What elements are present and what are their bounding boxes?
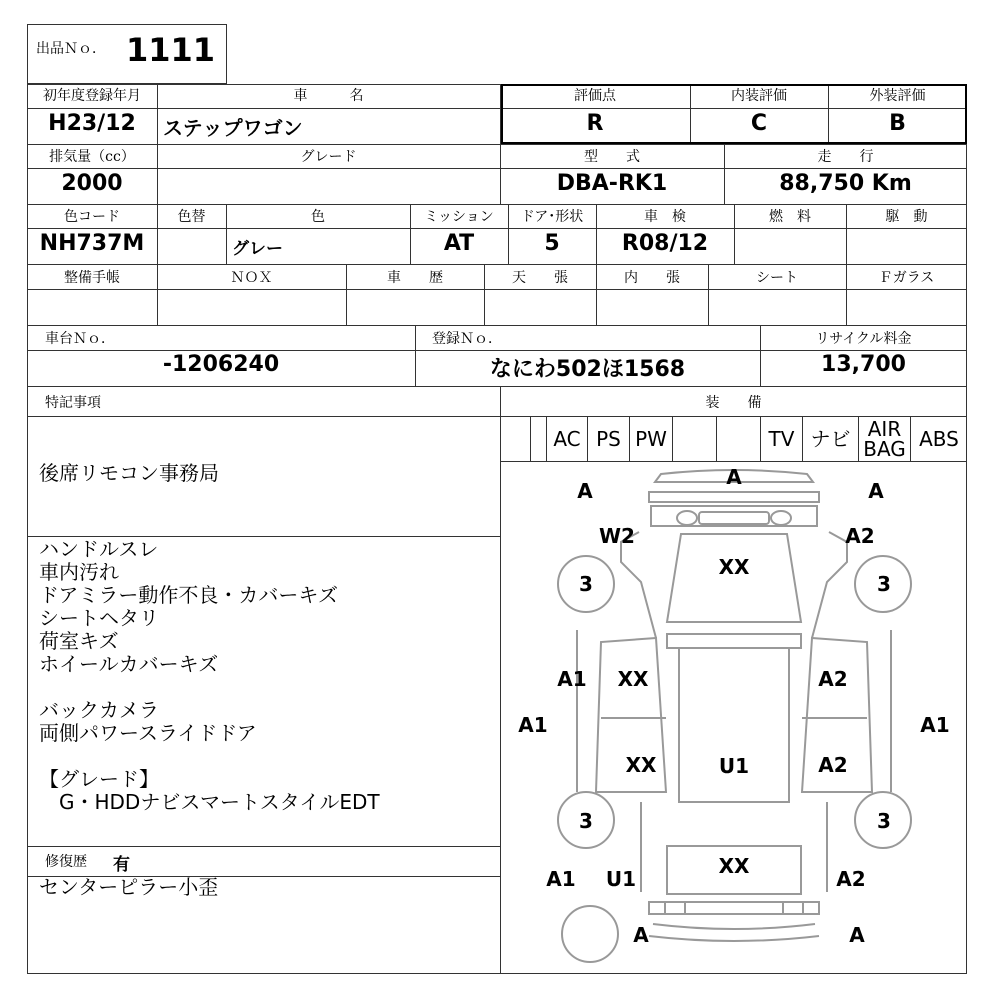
equipment-item: AIR BAG	[858, 417, 910, 461]
damage-mark: A	[726, 465, 742, 489]
notes-line-primary: 後席リモコン事務局	[39, 461, 219, 485]
equipment-item: ナビ	[802, 417, 858, 461]
damage-mark: 3	[579, 809, 593, 833]
damage-mark: XX	[718, 854, 750, 878]
repair-history-note: センターピラー小歪	[39, 875, 219, 899]
recycle-fee-label: リサイクル料金	[815, 331, 912, 347]
damage-mark: XX	[625, 753, 657, 777]
mileage-value: 88,750 Km	[779, 171, 912, 196]
lot-box	[27, 24, 227, 84]
reg-no-value: なにわ502ほ1568	[489, 357, 686, 382]
score-value: R	[586, 111, 604, 136]
recycle-fee-value: 13,700	[821, 352, 906, 377]
damage-mark: A1	[518, 713, 548, 737]
drive-label: 駆 動	[885, 209, 928, 225]
damage-mark: A	[633, 923, 649, 947]
displacement-value: 2000	[61, 171, 123, 196]
damage-mark: 3	[877, 572, 891, 596]
notes-item: G・HDDナビスマートスタイルEDT	[39, 790, 380, 814]
damage-mark: A	[577, 479, 593, 503]
notes-item: ドアミラー動作不良・カバーキズ	[39, 583, 338, 607]
notes-item: シートヘタリ	[39, 606, 159, 630]
equipment-item: AC	[546, 417, 587, 461]
notes-label: 特記事項	[45, 395, 101, 411]
door-label: ドア･形状	[520, 209, 584, 225]
inspection-value: R08/12	[621, 231, 709, 256]
damage-mark: A2	[836, 867, 866, 891]
score-label: 評価点	[574, 88, 616, 104]
color-code-label: 色コード	[64, 209, 120, 225]
nox-label: ＮＯＸ	[230, 270, 273, 286]
front-glass-label: Ｆガラス	[878, 270, 935, 286]
equipment-item: TV	[760, 417, 802, 461]
damage-mark: XX	[617, 667, 649, 691]
damage-mark: U1	[718, 754, 750, 778]
damage-mark: A2	[818, 667, 848, 691]
lot-label: 出品Ｎｏ．	[36, 41, 106, 57]
interior-lining-label: 内 張	[624, 270, 680, 286]
damage-mark: W2	[599, 524, 635, 548]
notes-item: 両側パワースライドドア	[39, 721, 257, 745]
model-label: 型 式	[584, 149, 640, 165]
damage-mark: A	[849, 923, 865, 947]
model-value: DBA-RK1	[556, 171, 668, 196]
damage-mark: A2	[818, 753, 848, 777]
reg-date-value: H23/12	[48, 111, 136, 136]
repair-history-value: 有	[113, 855, 130, 875]
repair-history-label: 修復歴	[45, 854, 87, 870]
equipment-item	[716, 417, 760, 461]
interior-label: 内装評価	[731, 88, 787, 104]
roof-lining-label: 天 張	[512, 270, 568, 286]
notes-item: ハンドルスレ	[39, 537, 159, 561]
reg-date-label: 初年度登録年月	[43, 88, 141, 104]
notes-item	[39, 745, 380, 768]
notes-item: 【グレード】	[39, 767, 159, 791]
mileage-label: 走 行	[817, 149, 874, 165]
damage-mark: XX	[718, 555, 750, 579]
notes-item	[39, 676, 380, 699]
equipment-item: PS	[587, 417, 629, 461]
damage-mark: A2	[845, 524, 875, 548]
seat-label: シート	[756, 270, 798, 286]
notes-item: ホイールカバーキズ	[39, 652, 219, 676]
color-change-label: 色替	[177, 209, 206, 225]
car-body-diagram	[501, 462, 967, 974]
equipment-item	[672, 417, 716, 461]
damage-mark: 3	[579, 572, 593, 596]
mission-label: ミッション	[424, 209, 494, 225]
notes-item: 荷室キズ	[39, 629, 119, 653]
equipment-label: 装 備	[705, 395, 762, 411]
chassis-no-value: -1206240	[162, 352, 280, 377]
damage-mark: U1	[605, 867, 637, 891]
fuel-label: 燃 料	[769, 209, 811, 225]
equipment-item	[530, 417, 546, 461]
interior-value: C	[750, 111, 768, 136]
mission-value: AT	[443, 231, 475, 256]
notes-item: バックカメラ	[39, 698, 159, 722]
damage-mark: A	[868, 479, 884, 503]
notes-item: 車内汚れ	[39, 560, 119, 584]
damage-mark: A1	[920, 713, 950, 737]
equipment-item: PW	[629, 417, 672, 461]
damage-mark: 3	[877, 809, 891, 833]
inspection-label: 車 検	[644, 209, 686, 225]
damage-mark: A1	[557, 667, 587, 691]
notes-list	[39, 538, 380, 814]
car-name-value: ステップワゴン	[163, 116, 303, 140]
damage-mark: A1	[546, 867, 576, 891]
lot-number: 1111	[126, 31, 216, 69]
color-label: 色	[311, 209, 325, 225]
equipment-item: ABS	[910, 417, 967, 461]
car-history-label: 車 歴	[387, 270, 443, 286]
chassis-no-label: 車台Ｎｏ．	[45, 331, 115, 347]
car-name-label: 車 名	[293, 88, 364, 104]
displacement-label: 排気量（cc）	[49, 149, 135, 165]
grade-label: グレード	[300, 149, 357, 165]
color-value: グレー	[232, 239, 283, 259]
reg-no-label: 登録Ｎｏ．	[432, 331, 502, 347]
door-value: 5	[544, 231, 560, 256]
exterior-label: 外装評価	[869, 88, 926, 104]
exterior-value: B	[889, 111, 906, 136]
maint-book-label: 整備手帳	[64, 270, 120, 286]
color-code-value: NH737M	[39, 231, 145, 256]
